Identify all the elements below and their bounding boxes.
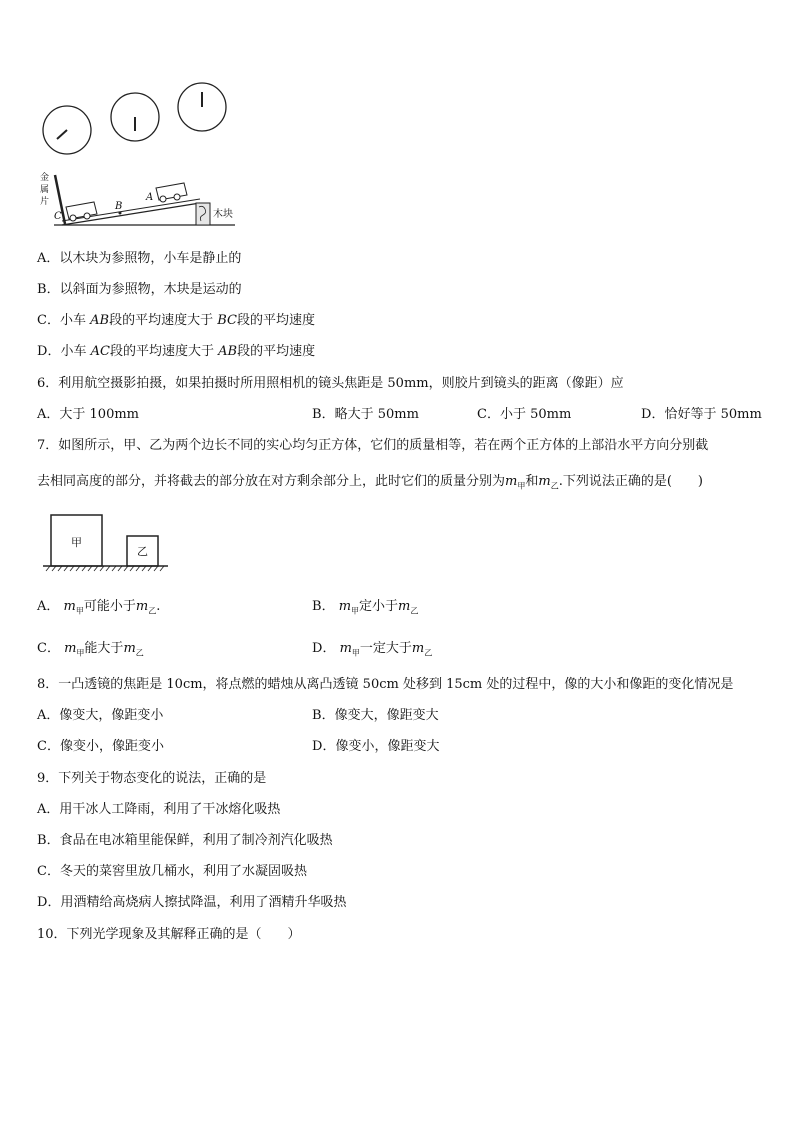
q7-stem-text: .下列说法正确的是( ) bbox=[558, 474, 703, 489]
q9-option-c: C．冬天的菜窖里放几桶水，利用了水凝固吸热 bbox=[37, 864, 307, 879]
q5-option-b: B．以斜面为参照物，木块是运动的 bbox=[37, 282, 242, 297]
q9-option-b: B．食品在电冰箱里能保鲜，利用了制冷剂汽化吸热 bbox=[37, 833, 333, 848]
option-text-pre: 小车 bbox=[60, 344, 87, 359]
q5-option-c: C．小车 AB段的平均速度大于 BC段的平均速度 bbox=[37, 313, 315, 328]
option-letter: D bbox=[641, 407, 652, 422]
option-text: 略大于 50mm bbox=[334, 407, 419, 422]
point-c-label: C bbox=[54, 211, 62, 222]
option-text: 恰好等于 50mm bbox=[664, 407, 762, 422]
option-text: 小于 50mm bbox=[499, 407, 572, 422]
q7-option-a: A． $m_甲$可能小于$m_乙$. bbox=[37, 599, 161, 616]
q6-option-a: A．大于 100mm bbox=[37, 407, 140, 422]
segment-label: AB bbox=[218, 344, 238, 359]
cube-yi-label: 乙 bbox=[137, 545, 148, 558]
option-text: 像变大，像距变小 bbox=[59, 708, 164, 723]
option-letter: C bbox=[37, 641, 47, 656]
q7-stem-line1: 7．如图所示，甲、乙为两个边长不同的实心均匀正方体，它们的质量相等，若在两个正方体的上部沿水平方向分别截 bbox=[37, 438, 709, 453]
q9-stem: 9．下列关于物态变化的说法，正确的是 bbox=[37, 771, 267, 786]
option-tail: . bbox=[156, 599, 161, 614]
option-text: 一定大于 bbox=[359, 641, 412, 656]
mass-jia-symbol: $m_甲$ bbox=[505, 474, 526, 491]
option-letter: A bbox=[37, 407, 47, 422]
option-text: 定小于 bbox=[359, 599, 399, 614]
q6-option-c: C．小于 50mm bbox=[477, 407, 572, 422]
q6-option-d: D．恰好等于 50mm bbox=[641, 407, 762, 422]
option-text: 冬天的菜窖里放几桶水，利用了水凝固吸热 bbox=[59, 864, 307, 879]
mass-jia-symbol: $m_甲$ bbox=[64, 641, 85, 658]
q7-stem-text: 去相同高度的部分，并将截去的部分放在对方剩余部分上，此时它们的质量分别为 bbox=[37, 474, 506, 489]
q9-option-a: A．用干冰人工降雨，利用了干冰熔化吸热 bbox=[37, 802, 281, 817]
point-b-label: B bbox=[115, 201, 123, 212]
segment-label: AB bbox=[90, 313, 110, 328]
metal-label-char: 金 bbox=[40, 173, 50, 183]
metal-label-char: 属 bbox=[40, 185, 50, 195]
option-letter: D bbox=[37, 895, 48, 910]
option-text: 可能小于 bbox=[83, 599, 136, 614]
option-letter: A bbox=[37, 802, 47, 817]
option-letter: B bbox=[37, 282, 47, 297]
option-letter: A bbox=[37, 599, 47, 614]
q8-stem: 8．一凸透镜的焦距是 10cm，将点燃的蜡烛从离凸透镜 50cm 处移到 15cm 处的过程中，像的大小和像距的变化情况是 bbox=[37, 677, 734, 692]
segment-label: BC bbox=[217, 313, 237, 328]
q5-option-d: D．小车 AC段的平均速度大于 AB段的平均速度 bbox=[37, 344, 316, 359]
q8-option-a: A．像变大，像距变小 bbox=[37, 708, 164, 723]
q7-option-b: B． $m_甲$定小于$m_乙$ bbox=[312, 599, 419, 616]
cube-jia-label: 甲 bbox=[71, 536, 82, 549]
q8-option-b: B．像变大，像距变大 bbox=[312, 708, 439, 723]
option-text-pre: 小车 bbox=[59, 313, 86, 328]
mass-yi-symbol: $m_乙$ bbox=[123, 641, 144, 658]
metal-label-char: 片 bbox=[40, 197, 50, 207]
q7-option-d: D． $m_甲$一定大于$m_乙$ bbox=[312, 641, 433, 658]
option-text: 像变大，像距变大 bbox=[334, 708, 439, 723]
q10-stem: 10．下列光学现象及其解释正确的是（ ） bbox=[37, 927, 301, 942]
wood-block-label: 木块 bbox=[213, 209, 233, 220]
option-letter: D bbox=[37, 344, 48, 359]
mass-jia-symbol: $m_甲$ bbox=[338, 599, 360, 616]
option-text: 食品在电冰箱里能保鲜，利用了制冷剂汽化吸热 bbox=[59, 833, 333, 848]
option-text-post: 段的平均速度 bbox=[236, 313, 315, 328]
option-text: 大于 100mm bbox=[59, 407, 140, 422]
option-letter: B bbox=[312, 407, 322, 422]
option-letter: C bbox=[37, 864, 47, 879]
option-text-mid: 段的平均速度大于 bbox=[109, 313, 214, 328]
option-text: 能大于 bbox=[84, 641, 124, 656]
option-text: 以斜面为参照物，木块是运动的 bbox=[59, 282, 242, 297]
option-letter: C bbox=[37, 313, 47, 328]
q6-option-b: B．略大于 50mm bbox=[312, 407, 419, 422]
q7-option-c: C． $m_甲$能大于$m_乙$ bbox=[37, 641, 144, 658]
mass-yi-symbol: $m_乙$ bbox=[538, 474, 559, 491]
option-text: 像变小，像距变大 bbox=[335, 739, 440, 754]
option-text: 用干冰人工降雨，利用了干冰熔化吸热 bbox=[59, 802, 281, 817]
segment-label: AC bbox=[90, 344, 110, 359]
option-text-mid: 段的平均速度大于 bbox=[109, 344, 214, 359]
option-letter: D bbox=[312, 641, 323, 656]
q8-option-d: D．像变小，像距变大 bbox=[312, 739, 440, 754]
mass-jia-symbol: $m_甲$ bbox=[63, 599, 84, 616]
option-letter: C bbox=[37, 739, 47, 754]
option-text-post: 段的平均速度 bbox=[237, 344, 316, 359]
option-letter: B bbox=[312, 708, 322, 723]
option-letter: B bbox=[37, 833, 47, 848]
q5-option-a: A．以木块为参照物，小车是静止的 bbox=[37, 251, 242, 266]
point-a-label: A bbox=[146, 192, 154, 203]
q9-option-d: D．用酒精给高烧病人擦拭降温，利用了酒精升华吸热 bbox=[37, 895, 347, 910]
mass-jia-symbol: $m_甲$ bbox=[339, 641, 360, 658]
q6-stem: 6．利用航空摄影拍摄，如果拍摄时所用照相机的镜头焦距是 50mm，则胶片到镜头的距离（像距）应 bbox=[37, 376, 624, 391]
option-text: 以木块为参照物，小车是静止的 bbox=[59, 251, 242, 266]
option-letter: B bbox=[312, 599, 322, 614]
option-letter: A bbox=[37, 251, 47, 266]
q8-option-c: C．像变小，像距变小 bbox=[37, 739, 164, 754]
option-letter: D bbox=[312, 739, 323, 754]
q7-stem-text: 和 bbox=[525, 474, 539, 489]
mass-yi-symbol: $m_乙$ bbox=[411, 641, 433, 658]
option-letter: C bbox=[477, 407, 487, 422]
option-text: 像变小，像距变小 bbox=[59, 739, 164, 754]
mass-yi-symbol: $m_乙$ bbox=[135, 599, 157, 616]
option-letter: A bbox=[37, 708, 47, 723]
option-text: 用酒精给高烧病人擦拭降温，利用了酒精升华吸热 bbox=[60, 895, 347, 910]
mass-yi-symbol: $m_乙$ bbox=[398, 599, 419, 616]
